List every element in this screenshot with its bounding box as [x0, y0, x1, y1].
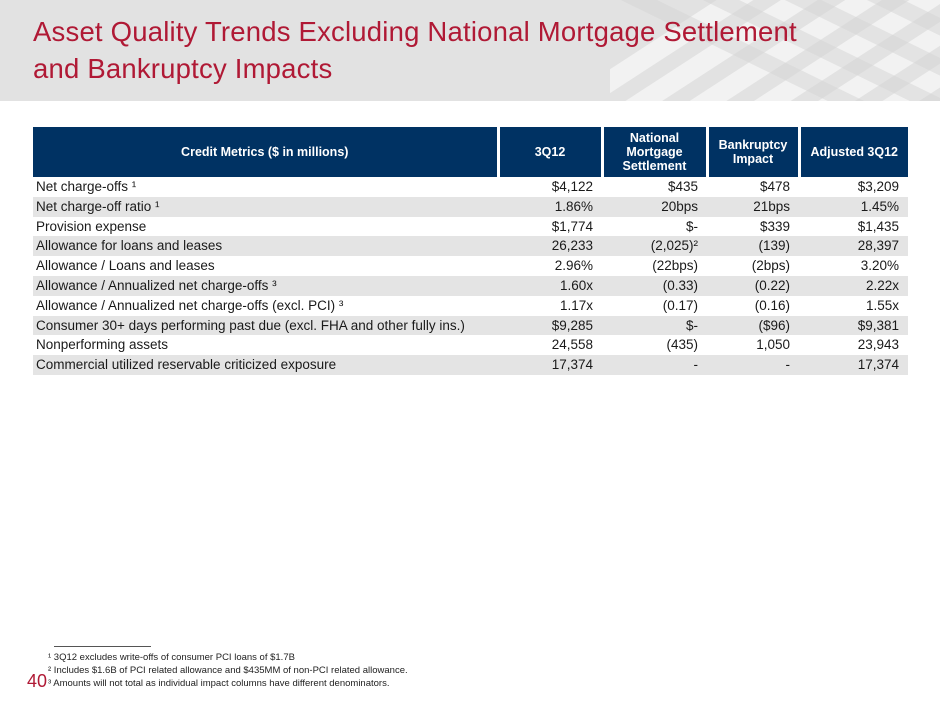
row-value: $478 — [759, 179, 790, 194]
row-value: 17,374 — [551, 357, 593, 373]
row-value: 3.20% — [860, 258, 899, 274]
page-title-line1: Asset Quality Trends Excluding National Mortgage Settlement — [33, 16, 797, 47]
footnotes — [48, 646, 608, 690]
row-value: $- — [685, 218, 698, 234]
row-value: $- — [685, 317, 698, 333]
column-header-bankruptcy-impact: Bankruptcy Impact — [707, 127, 799, 177]
row-label: Allowance / Annualized net charge-offs (excl. PCI) ³ — [36, 297, 344, 313]
row-value: 2.96% — [554, 258, 593, 274]
page-number: 40 — [27, 671, 48, 691]
table-header-row — [33, 127, 908, 177]
column-header-credit-metrics: Credit Metrics ($ in millions) — [33, 127, 498, 177]
row-value: (0.17) — [662, 297, 698, 313]
row-value: - — [785, 357, 790, 373]
page-title-line2: and Bankruptcy Impacts — [33, 53, 333, 84]
row-value: 28,397 — [857, 238, 899, 254]
row-value: 1.60x — [559, 277, 593, 293]
table-row — [33, 276, 908, 296]
row-value: 24,558 — [551, 337, 593, 353]
table-row — [33, 316, 908, 336]
row-value: 1.86% — [554, 198, 593, 214]
column-header-adjusted-3q12: Adjusted 3Q12 — [799, 127, 908, 177]
row-value: $435 — [667, 179, 698, 194]
row-value: 17,374 — [857, 357, 899, 373]
row-value: (22bps) — [652, 258, 698, 274]
row-label: Net charge-off ratio ¹ — [36, 198, 160, 214]
row-value: ($96) — [758, 317, 790, 333]
row-value: 21bps — [753, 198, 790, 214]
row-value: (2bps) — [751, 258, 790, 274]
row-value: 23,943 — [857, 337, 899, 353]
row-value: $1,774 — [551, 218, 593, 234]
row-value: $339 — [759, 218, 790, 234]
table-row — [33, 177, 908, 197]
row-label: Commercial utilized reservable criticized exposure — [36, 357, 337, 373]
row-value: 20bps — [661, 198, 698, 214]
row-value: 1.55x — [865, 297, 899, 313]
column-header-3q12: 3Q12 — [498, 127, 602, 177]
footnote-item: ² Includes $1.6B of PCI related allowance and $435MM of non-PCI related allowance. — [48, 665, 408, 676]
row-value: (2,025)² — [650, 238, 698, 254]
footnote-item: ³ Amounts will not total as individual impact columns have different denominators. — [48, 678, 390, 689]
row-label: Consumer 30+ days performing past due (excl. FHA and other fully ins.) — [36, 317, 465, 333]
row-value: - — [693, 357, 698, 373]
table-row — [33, 335, 908, 355]
row-value: 1.45% — [860, 198, 899, 214]
row-value: (0.33) — [662, 277, 698, 293]
row-value: $9,285 — [551, 317, 593, 333]
table-row — [33, 236, 908, 256]
row-value: (139) — [758, 238, 790, 254]
table-row — [33, 197, 908, 217]
table-row — [33, 256, 908, 276]
row-label: Provision expense — [36, 218, 147, 234]
row-value: (0.16) — [754, 297, 790, 313]
row-value: $9,381 — [857, 317, 899, 333]
footnote-divider — [54, 646, 151, 647]
table-row — [33, 217, 908, 237]
row-value: 1,050 — [756, 337, 790, 353]
row-value: $1,435 — [857, 218, 899, 234]
row-value: (0.22) — [754, 277, 790, 293]
row-value: $3,209 — [857, 179, 899, 194]
column-header-national-mortgage-settlement: National Mortgage Settlement — [602, 127, 707, 177]
footnote-list — [48, 651, 608, 690]
row-value: $4,122 — [551, 179, 593, 194]
row-value: 2.22x — [865, 277, 899, 293]
row-value: 26,233 — [551, 238, 593, 254]
row-label: Allowance / Loans and leases — [36, 258, 215, 274]
page-title — [33, 13, 797, 87]
row-label: Allowance / Annualized net charge-offs ³ — [36, 277, 277, 293]
table-row — [33, 355, 908, 375]
row-label: Net charge-offs ¹ — [36, 179, 137, 194]
row-label: Nonperforming assets — [36, 337, 169, 353]
row-value: (435) — [666, 337, 698, 353]
row-value: 1.17x — [559, 297, 593, 313]
footnote-item: ¹ 3Q12 excludes write-offs of consumer PCI loans of $1.7B — [48, 652, 295, 663]
credit-metrics-table — [33, 127, 908, 375]
table-body — [33, 177, 908, 375]
row-label: Allowance for loans and leases — [36, 238, 223, 254]
table-row — [33, 296, 908, 316]
